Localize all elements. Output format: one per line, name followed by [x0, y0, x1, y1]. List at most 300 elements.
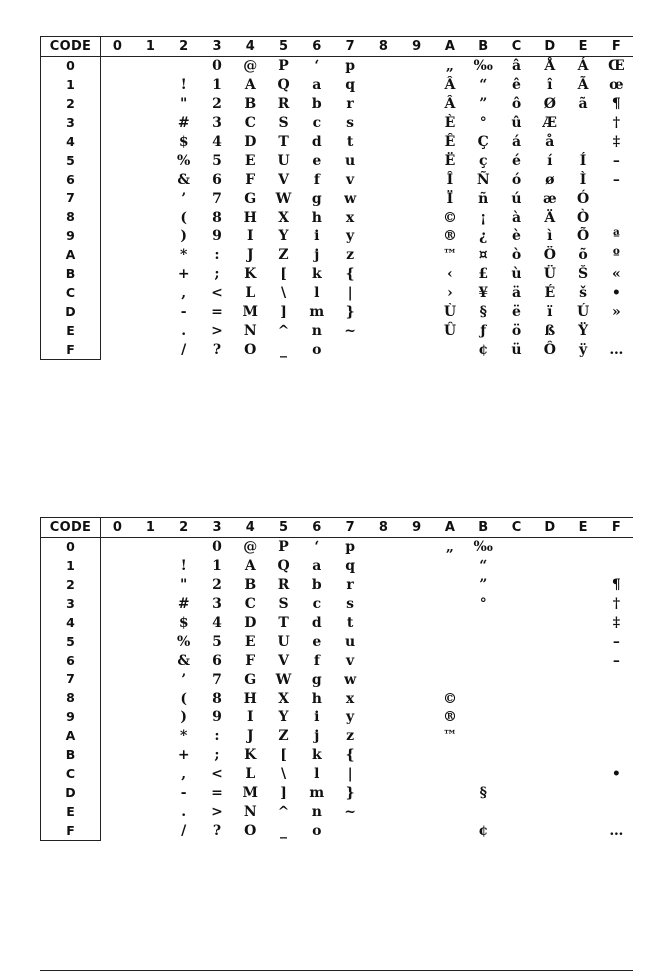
char-cell	[367, 340, 400, 359]
char-cell: g	[311, 190, 322, 207]
column-header: 3	[200, 37, 233, 57]
char-cell	[101, 765, 134, 784]
char-cell	[533, 576, 566, 595]
column-header: 4	[234, 37, 267, 57]
table-row	[41, 189, 634, 208]
char-cell: Œ	[608, 58, 625, 75]
char-cell: ‹	[447, 266, 453, 283]
char-cell: x	[345, 690, 355, 707]
char-cell: &	[177, 171, 191, 188]
char-cell	[367, 576, 400, 595]
row-code: 7	[41, 670, 101, 689]
char-cell: 2	[212, 577, 222, 594]
char-cell: 2	[212, 96, 222, 113]
row-code: 1	[41, 76, 101, 95]
char-cell: S	[278, 115, 289, 132]
char-cell	[533, 784, 566, 803]
char-cell	[101, 189, 134, 208]
column-header: 3	[200, 518, 233, 538]
char-cell: G	[244, 190, 257, 207]
char-cell: W	[275, 671, 292, 688]
char-cell: ï	[547, 304, 553, 321]
char-cell: •	[611, 285, 621, 302]
char-cell	[566, 765, 599, 784]
char-cell: ^	[277, 803, 290, 820]
row-code: D	[41, 784, 101, 803]
char-cell: –	[612, 652, 620, 669]
char-cell	[467, 670, 500, 689]
char-cell: @	[243, 539, 258, 556]
char-cell	[367, 189, 400, 208]
char-cell: ®	[442, 228, 457, 245]
char-cell	[134, 632, 167, 651]
char-cell	[134, 784, 167, 803]
code-header: CODE	[41, 518, 101, 538]
char-cell: Ë	[444, 152, 456, 169]
char-cell: ¶	[611, 577, 621, 594]
char-cell	[101, 170, 134, 189]
char-cell: š	[579, 285, 588, 302]
char-cell: 1	[212, 558, 222, 575]
char-cell: I	[246, 228, 254, 245]
char-cell: )	[180, 709, 188, 726]
char-cell	[367, 802, 400, 821]
char-cell	[367, 538, 400, 557]
char-cell	[400, 595, 433, 614]
table-row	[41, 708, 634, 727]
char-cell: v	[346, 171, 355, 188]
char-cell	[367, 708, 400, 727]
char-cell: E	[244, 152, 256, 169]
char-cell	[533, 765, 566, 784]
char-cell	[467, 651, 500, 670]
char-cell	[134, 57, 167, 76]
char-cell	[467, 632, 500, 651]
column-header: 2	[167, 518, 200, 538]
char-cell	[101, 151, 134, 170]
column-header: B	[467, 518, 500, 538]
char-cell	[367, 557, 400, 576]
column-header: 7	[333, 518, 366, 538]
char-cell: ¤	[478, 247, 488, 264]
char-cell: Î	[446, 171, 454, 188]
char-cell: m	[309, 785, 325, 802]
char-cell	[101, 57, 134, 76]
char-cell: v	[346, 652, 355, 669]
column-header: E	[566, 37, 599, 57]
char-cell	[566, 708, 599, 727]
char-cell: Á	[577, 58, 589, 75]
char-cell: X	[278, 690, 289, 707]
char-cell: *	[180, 247, 188, 264]
char-cell	[500, 632, 533, 651]
table-row	[41, 76, 634, 95]
char-cell: 1	[212, 77, 222, 94]
char-cell: „	[445, 539, 454, 556]
char-cell	[367, 321, 400, 340]
char-cell: 4	[212, 615, 222, 631]
column-header: 2	[167, 37, 200, 57]
char-cell	[533, 557, 566, 576]
table-row	[41, 632, 634, 651]
char-cell: ã	[578, 96, 588, 113]
char-cell: ;	[214, 266, 220, 283]
char-cell	[134, 303, 167, 322]
column-header: 5	[267, 37, 300, 57]
char-cell	[134, 151, 167, 170]
char-cell	[400, 76, 433, 95]
char-cell	[500, 765, 533, 784]
char-cell: h	[311, 209, 322, 226]
table-row	[41, 114, 634, 133]
char-cell: °	[479, 115, 487, 132]
char-cell	[566, 670, 599, 689]
char-cell	[333, 340, 366, 359]
char-cell: „	[445, 58, 454, 75]
char-cell	[566, 746, 599, 765]
char-cell: ~	[344, 322, 356, 339]
table-row	[41, 538, 634, 557]
footer-rule	[40, 970, 633, 971]
char-cell	[367, 151, 400, 170]
char-cell	[533, 746, 566, 765]
char-cell: %	[177, 633, 191, 650]
code-header: CODE	[41, 37, 101, 57]
char-cell	[467, 727, 500, 746]
char-cell: 9	[212, 228, 222, 245]
char-cell	[134, 208, 167, 227]
char-cell: œ	[609, 77, 624, 94]
table-row	[41, 133, 634, 152]
char-cell	[134, 727, 167, 746]
char-cell: <	[211, 285, 223, 302]
row-code: B	[41, 746, 101, 765]
char-cell	[500, 614, 533, 633]
char-cell	[400, 321, 433, 340]
row-code: 5	[41, 151, 101, 170]
char-cell: s	[346, 596, 355, 613]
char-cell: &	[177, 652, 191, 669]
char-cell: Ù	[443, 304, 457, 321]
char-cell: e	[312, 633, 322, 650]
row-code: B	[41, 265, 101, 284]
char-cell: s	[346, 115, 355, 132]
char-cell: ª	[612, 228, 620, 245]
char-cell	[600, 727, 633, 746]
char-cell: ,	[181, 285, 187, 302]
char-cell	[101, 614, 134, 633]
column-header: A	[433, 518, 466, 538]
row-code: 1	[41, 557, 101, 576]
char-cell: Ò	[576, 209, 590, 226]
char-cell: ^	[277, 322, 290, 339]
header-row	[41, 37, 634, 57]
row-code: 4	[41, 614, 101, 633]
char-cell: †	[612, 596, 621, 613]
char-cell: ò	[511, 247, 522, 264]
char-cell	[533, 670, 566, 689]
char-cell	[134, 114, 167, 133]
char-cell	[134, 670, 167, 689]
char-cell: í	[547, 152, 553, 169]
char-cell: R	[277, 96, 290, 113]
char-cell	[400, 284, 433, 303]
char-cell: p	[345, 58, 355, 75]
char-cell: w	[344, 190, 357, 207]
char-cell: ”	[479, 96, 488, 113]
char-cell: 8	[212, 209, 222, 226]
char-cell	[400, 765, 433, 784]
char-cell: b	[311, 577, 322, 594]
char-cell: 7	[212, 190, 222, 207]
char-cell	[134, 265, 167, 284]
char-cell: <	[211, 766, 223, 783]
char-cell	[400, 632, 433, 651]
row-code: 9	[41, 227, 101, 246]
table-row	[41, 246, 634, 265]
char-cell	[134, 576, 167, 595]
char-cell: \	[280, 766, 287, 783]
char-cell: /	[181, 822, 187, 839]
char-cell: f	[313, 171, 320, 188]
char-cell	[400, 227, 433, 246]
char-cell: Û	[443, 322, 457, 339]
char-cell: n	[311, 322, 322, 339]
char-cell: D	[244, 134, 257, 150]
char-cell	[134, 170, 167, 189]
char-cell: »	[611, 304, 621, 321]
char-cell: >	[211, 803, 223, 820]
char-cell: ]	[280, 785, 287, 802]
char-cell: –	[612, 152, 620, 169]
char-cell: )	[180, 228, 188, 245]
char-cell	[101, 95, 134, 114]
char-cell: !	[180, 558, 187, 575]
char-cell	[533, 689, 566, 708]
char-cell: ?	[212, 341, 222, 358]
char-cell	[433, 557, 466, 576]
char-cell: á	[511, 134, 522, 150]
char-cell: :	[214, 247, 220, 264]
char-cell	[400, 802, 433, 821]
char-cell: F	[245, 652, 256, 669]
char-cell: «	[611, 266, 621, 283]
char-cell	[566, 727, 599, 746]
table-row	[41, 670, 634, 689]
char-cell: }	[345, 785, 355, 802]
char-cell: Š	[578, 266, 589, 283]
char-cell: l	[314, 285, 320, 302]
char-cell	[533, 632, 566, 651]
char-cell: w	[344, 671, 357, 688]
char-cell: Ê	[444, 134, 456, 150]
char-cell	[400, 133, 433, 152]
char-cell	[134, 76, 167, 95]
char-cell	[134, 284, 167, 303]
char-cell	[400, 538, 433, 557]
char-cell	[134, 557, 167, 576]
char-cell	[600, 557, 633, 576]
char-cell	[533, 802, 566, 821]
char-cell: X	[278, 209, 289, 226]
char-cell	[134, 595, 167, 614]
row-code: 3	[41, 114, 101, 133]
char-cell	[101, 303, 134, 322]
char-cell: 6	[212, 171, 222, 188]
char-cell	[533, 708, 566, 727]
char-cell: u	[345, 633, 356, 650]
row-code: F	[41, 821, 101, 840]
char-cell: N	[243, 322, 257, 339]
table-row	[41, 151, 634, 170]
char-cell	[101, 784, 134, 803]
char-cell	[367, 632, 400, 651]
char-cell: Ñ	[476, 171, 490, 188]
char-cell	[101, 651, 134, 670]
char-cell: e	[312, 152, 322, 169]
char-cell	[600, 321, 633, 340]
column-header: 9	[400, 37, 433, 57]
char-cell: {	[345, 747, 355, 764]
char-cell	[134, 538, 167, 557]
char-cell: ©	[442, 690, 457, 707]
table-row	[41, 595, 634, 614]
char-cell: Ä	[544, 209, 556, 226]
char-cell: è	[512, 228, 521, 245]
header-row	[41, 518, 634, 538]
char-cell: U	[277, 152, 290, 169]
char-cell	[400, 746, 433, 765]
char-cell	[566, 632, 599, 651]
char-cell	[533, 614, 566, 633]
char-cell: .	[181, 803, 187, 820]
char-cell	[101, 227, 134, 246]
row-code: C	[41, 765, 101, 784]
char-cell: £	[478, 266, 489, 283]
char-cell: ÿ	[579, 341, 588, 358]
char-cell	[566, 576, 599, 595]
char-cell: /	[181, 341, 187, 358]
char-cell: #	[177, 115, 190, 132]
char-cell: O	[244, 822, 257, 839]
char-cell	[400, 189, 433, 208]
char-cell	[367, 170, 400, 189]
char-cell: Q	[277, 558, 290, 575]
char-cell	[500, 746, 533, 765]
column-header: C	[500, 37, 533, 57]
char-cell	[600, 746, 633, 765]
char-cell: ô	[511, 96, 522, 113]
table-row	[41, 802, 634, 821]
char-cell: û	[511, 115, 522, 132]
char-cell	[500, 595, 533, 614]
char-cell: y	[346, 228, 355, 245]
char-cell: L	[245, 285, 256, 302]
char-cell	[134, 821, 167, 840]
char-cell: (	[180, 209, 188, 226]
char-cell: Ï	[446, 190, 454, 207]
char-cell	[500, 802, 533, 821]
char-cell: C	[244, 596, 256, 613]
char-cell: Â	[444, 77, 456, 94]
char-cell: J	[246, 728, 254, 745]
row-code: 3	[41, 595, 101, 614]
char-cell	[101, 284, 134, 303]
char-cell	[101, 670, 134, 689]
char-cell: m	[309, 304, 325, 321]
table-row	[41, 727, 634, 746]
char-cell: =	[211, 785, 223, 802]
char-cell	[367, 727, 400, 746]
table-row	[41, 208, 634, 227]
table-row	[41, 784, 634, 803]
char-cell	[566, 538, 599, 557]
char-cell: l	[314, 766, 320, 783]
char-cell	[134, 95, 167, 114]
table-row	[41, 614, 634, 633]
char-cell	[400, 151, 433, 170]
row-code: F	[41, 340, 101, 359]
char-cell: k	[311, 747, 322, 764]
character-code-table-2	[40, 517, 633, 841]
char-cell	[367, 208, 400, 227]
char-cell: M	[242, 785, 259, 802]
char-cell: §	[479, 304, 487, 321]
char-cell: ù	[511, 266, 522, 283]
char-cell	[101, 727, 134, 746]
char-cell	[400, 670, 433, 689]
char-cell	[367, 95, 400, 114]
char-cell	[101, 538, 134, 557]
char-cell: T	[278, 134, 289, 150]
char-cell	[367, 265, 400, 284]
char-cell	[101, 133, 134, 152]
char-cell: x	[345, 209, 355, 226]
column-header: 8	[367, 518, 400, 538]
char-cell: ¢	[478, 822, 489, 839]
char-cell: 3	[212, 115, 222, 132]
char-cell: [	[280, 266, 287, 283]
char-cell	[467, 765, 500, 784]
char-cell	[367, 133, 400, 152]
char-cell	[500, 557, 533, 576]
char-cell	[367, 246, 400, 265]
char-cell	[566, 784, 599, 803]
char-cell	[433, 784, 466, 803]
char-cell	[433, 802, 466, 821]
char-cell: “	[479, 77, 488, 94]
char-cell: Ú	[576, 304, 590, 321]
row-code: 6	[41, 651, 101, 670]
char-cell: -	[180, 785, 187, 802]
char-cell	[433, 340, 466, 359]
char-cell: ì	[547, 228, 553, 245]
column-header: 7	[333, 37, 366, 57]
char-cell	[400, 576, 433, 595]
column-header: D	[533, 37, 566, 57]
table-row	[41, 284, 634, 303]
char-cell: ¡	[480, 209, 487, 226]
char-cell: c	[312, 115, 322, 132]
char-cell: o	[312, 341, 322, 358]
char-cell: Z	[278, 728, 289, 745]
char-cell: @	[243, 58, 258, 75]
table-row	[41, 557, 634, 576]
char-cell: a	[312, 77, 322, 94]
char-cell	[134, 689, 167, 708]
char-cell: k	[311, 266, 322, 283]
char-cell	[367, 670, 400, 689]
